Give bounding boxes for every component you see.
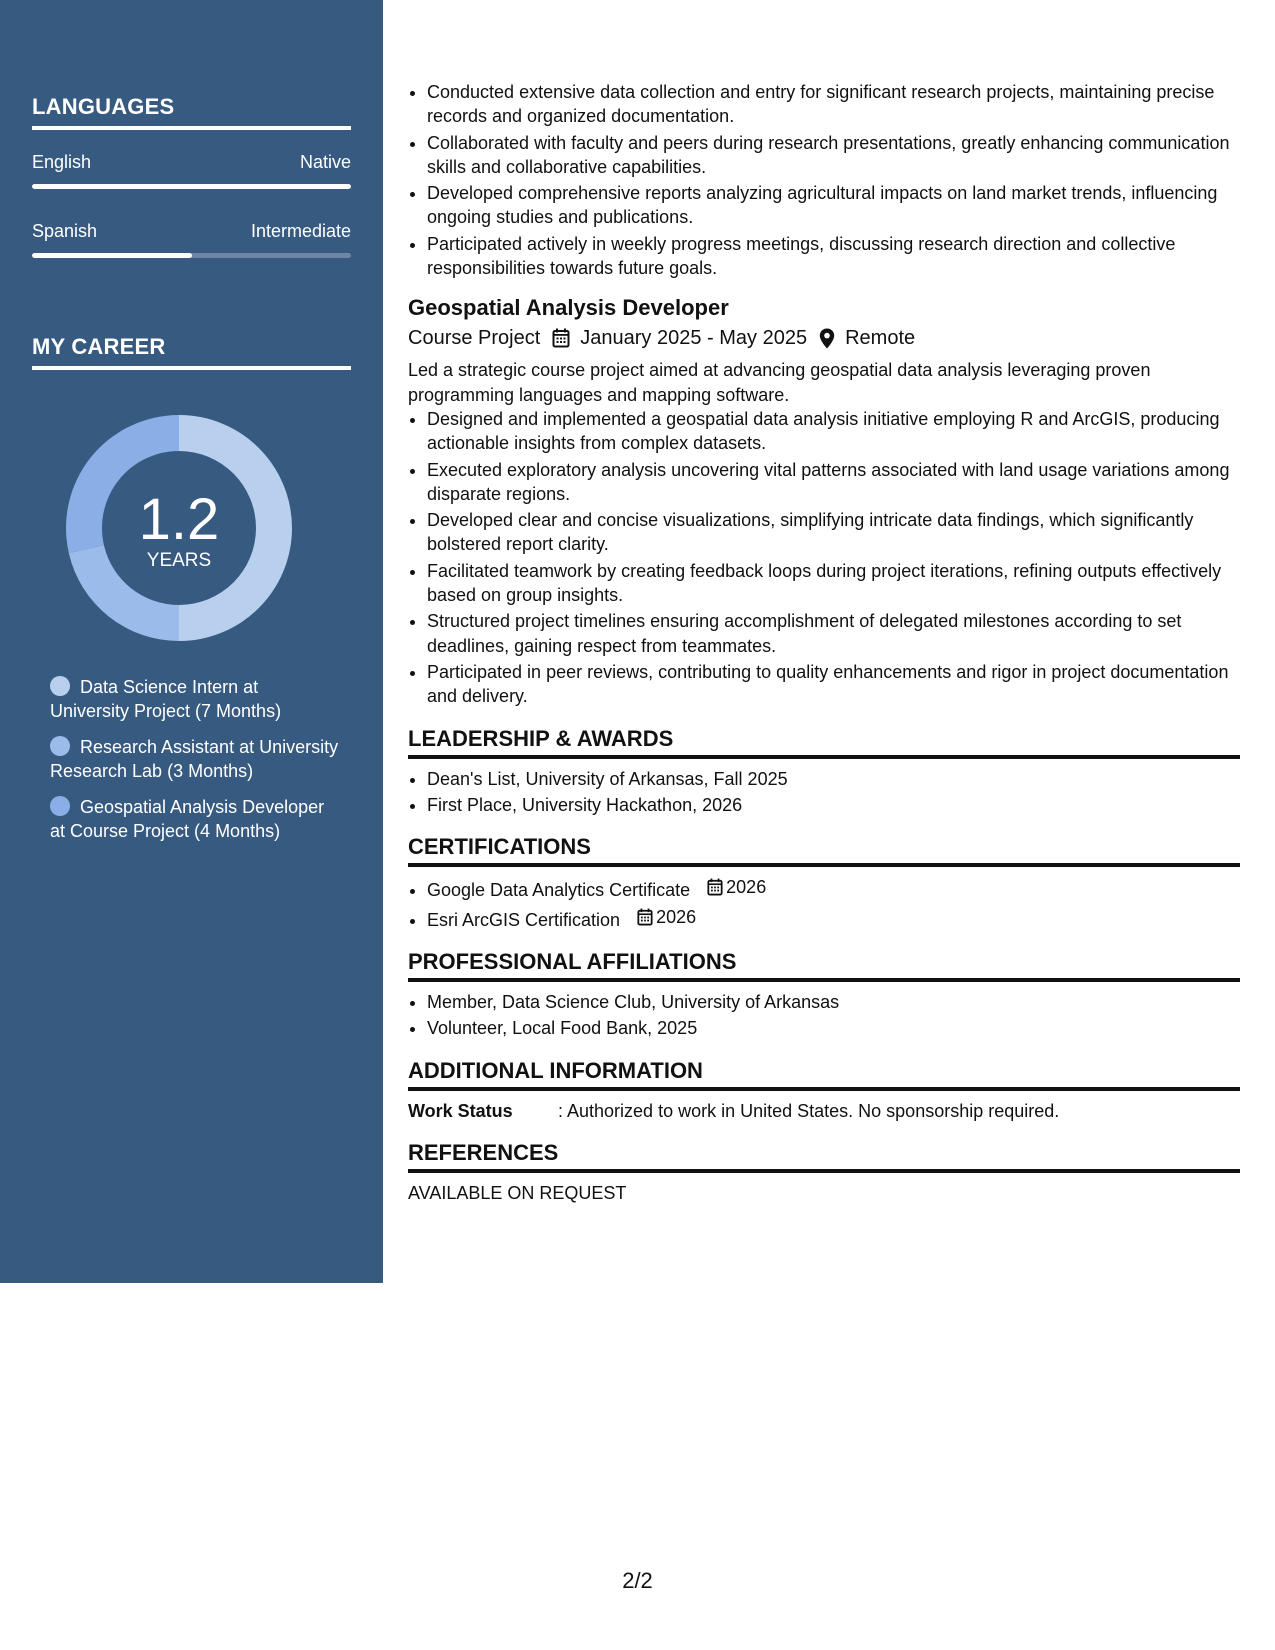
language-bar-spanish	[32, 253, 351, 258]
language-fill	[32, 253, 192, 258]
career-total	[66, 415, 292, 641]
bullet-item: • Participated actively in weekly progress meetings, discussing research direction and collective responsibilities towards future goals.	[427, 232, 1240, 281]
affiliations-list	[408, 990, 1240, 1041]
references-text: AVAILABLE ON REQUEST	[408, 1182, 627, 1203]
bullet-item: • Structured project timelines ensuring accomplishment of delegated milestones according to set deadlines, gaining respect from teammates.	[427, 609, 1240, 658]
languages-heading: LANGUAGES	[32, 94, 351, 130]
award-item: • First Place, University Hackathon, 2026	[427, 793, 1240, 817]
language-level: Native	[299, 152, 351, 172]
job-title: Geospatial Analysis Developer	[408, 295, 729, 321]
bullet-item: • Collaborated with faculty and peers during research presentations, greatly enhancing communication skills and collaborative capabilities.	[427, 131, 1240, 180]
work-status-label: Work Status	[408, 1100, 513, 1121]
work-status-row	[408, 1099, 1240, 1123]
certifications-heading: CERTIFICATIONS	[408, 833, 1240, 867]
additional-info-heading: ADDITIONAL INFORMATION	[408, 1057, 1240, 1091]
career-legend	[50, 675, 340, 855]
bullet-item: • Conducted extensive data collection and entry for significant research projects, maintaining precise records and organized documentation.	[427, 80, 1240, 129]
language-name: Spanish	[32, 221, 98, 241]
calendar-icon	[707, 878, 723, 896]
award-item: • Dean's List, University of Arkansas, Fall 2025	[427, 767, 1240, 791]
bullet-item: • Developed clear and concise visualizations, simplifying intricate data findings, which significantly bolstered report clarity.	[427, 508, 1240, 557]
certification-item	[427, 875, 1240, 902]
language-row-english	[32, 152, 351, 173]
calendar-icon	[637, 908, 653, 926]
legend-dot-icon	[50, 676, 70, 696]
language-name: English	[32, 152, 92, 172]
bullet-item: • Developed comprehensive reports analyzing agricultural impacts on land market trends, influencing ongoing studies and publications.	[427, 181, 1240, 230]
certification-year: 2026	[656, 906, 697, 927]
certification-date	[707, 875, 766, 899]
previous-job-bullets	[408, 80, 1240, 280]
leadership-list	[408, 767, 1240, 818]
career-legend-item	[50, 675, 340, 723]
career-legend-label: Geospatial Analysis Developer at Course Project (4 Months)	[50, 797, 325, 841]
certifications-list	[408, 875, 1240, 932]
affiliations-heading: PROFESSIONAL AFFILIATIONS	[408, 948, 1240, 982]
career-legend-item	[50, 735, 340, 783]
job-location: Remote	[845, 327, 916, 350]
location-pin-icon	[819, 328, 835, 349]
sidebar	[0, 0, 383, 1283]
language-level: Intermediate	[250, 221, 351, 241]
bullet-item: • Participated in peer reviews, contributing to quality enhancements and rigor in project documentation and delivery.	[427, 660, 1240, 709]
references-heading: REFERENCES	[408, 1139, 1240, 1173]
career-total-unit: YEARS	[146, 550, 212, 571]
certification-date	[637, 905, 696, 929]
career-legend-label: Data Science Intern at University Project (7 Months)	[50, 677, 282, 721]
calendar-icon	[552, 328, 570, 348]
job-meta	[408, 324, 1240, 352]
job-company: Course Project	[408, 327, 541, 350]
language-bar-english	[32, 184, 351, 189]
career-heading: MY CAREER	[32, 334, 351, 370]
job-dates: January 2025 - May 2025	[580, 327, 808, 350]
job-bullets	[408, 407, 1240, 709]
career-legend-label: Research Assistant at University Research Lab (3 Months)	[50, 737, 339, 781]
bullet-item: • Designed and implemented a geospatial data analysis initiative employing R and ArcGIS, producing actionable insights from complex datasets.	[427, 407, 1240, 456]
work-status-value: : Authorized to work in United States. No sponsorship required.	[558, 1100, 1060, 1121]
certification-item	[427, 905, 1240, 932]
page-number: 2/2	[622, 1568, 653, 1593]
bullet-item: • Facilitated teamwork by creating feedback loops during project iterations, refining outputs effectively based on group insights.	[427, 559, 1240, 608]
certification-year: 2026	[726, 877, 767, 898]
bullet-item: • Executed exploratory analysis uncovering vital patterns associated with land usage variations among disparate regions.	[427, 458, 1240, 507]
certification-name: Google Data Analytics Certificate	[427, 880, 691, 901]
legend-dot-icon	[50, 736, 70, 756]
language-fill	[32, 184, 351, 189]
main-content	[408, 80, 1240, 1205]
career-total-value: 1.2	[138, 487, 220, 552]
certification-name: Esri ArcGIS Certification	[427, 909, 621, 930]
leadership-heading: LEADERSHIP & AWARDS	[408, 725, 1240, 759]
affiliation-item: • Volunteer, Local Food Bank, 2025	[427, 1016, 1240, 1040]
language-row-spanish	[32, 221, 351, 242]
affiliation-item: • Member, Data Science Club, University of Arkansas	[427, 990, 1240, 1014]
job-summary: Led a strategic course project aimed at advancing geospatial data analysis leveraging proven programming languages and mapping software.	[408, 360, 1151, 405]
legend-dot-icon	[50, 796, 70, 816]
career-legend-item	[50, 795, 340, 843]
